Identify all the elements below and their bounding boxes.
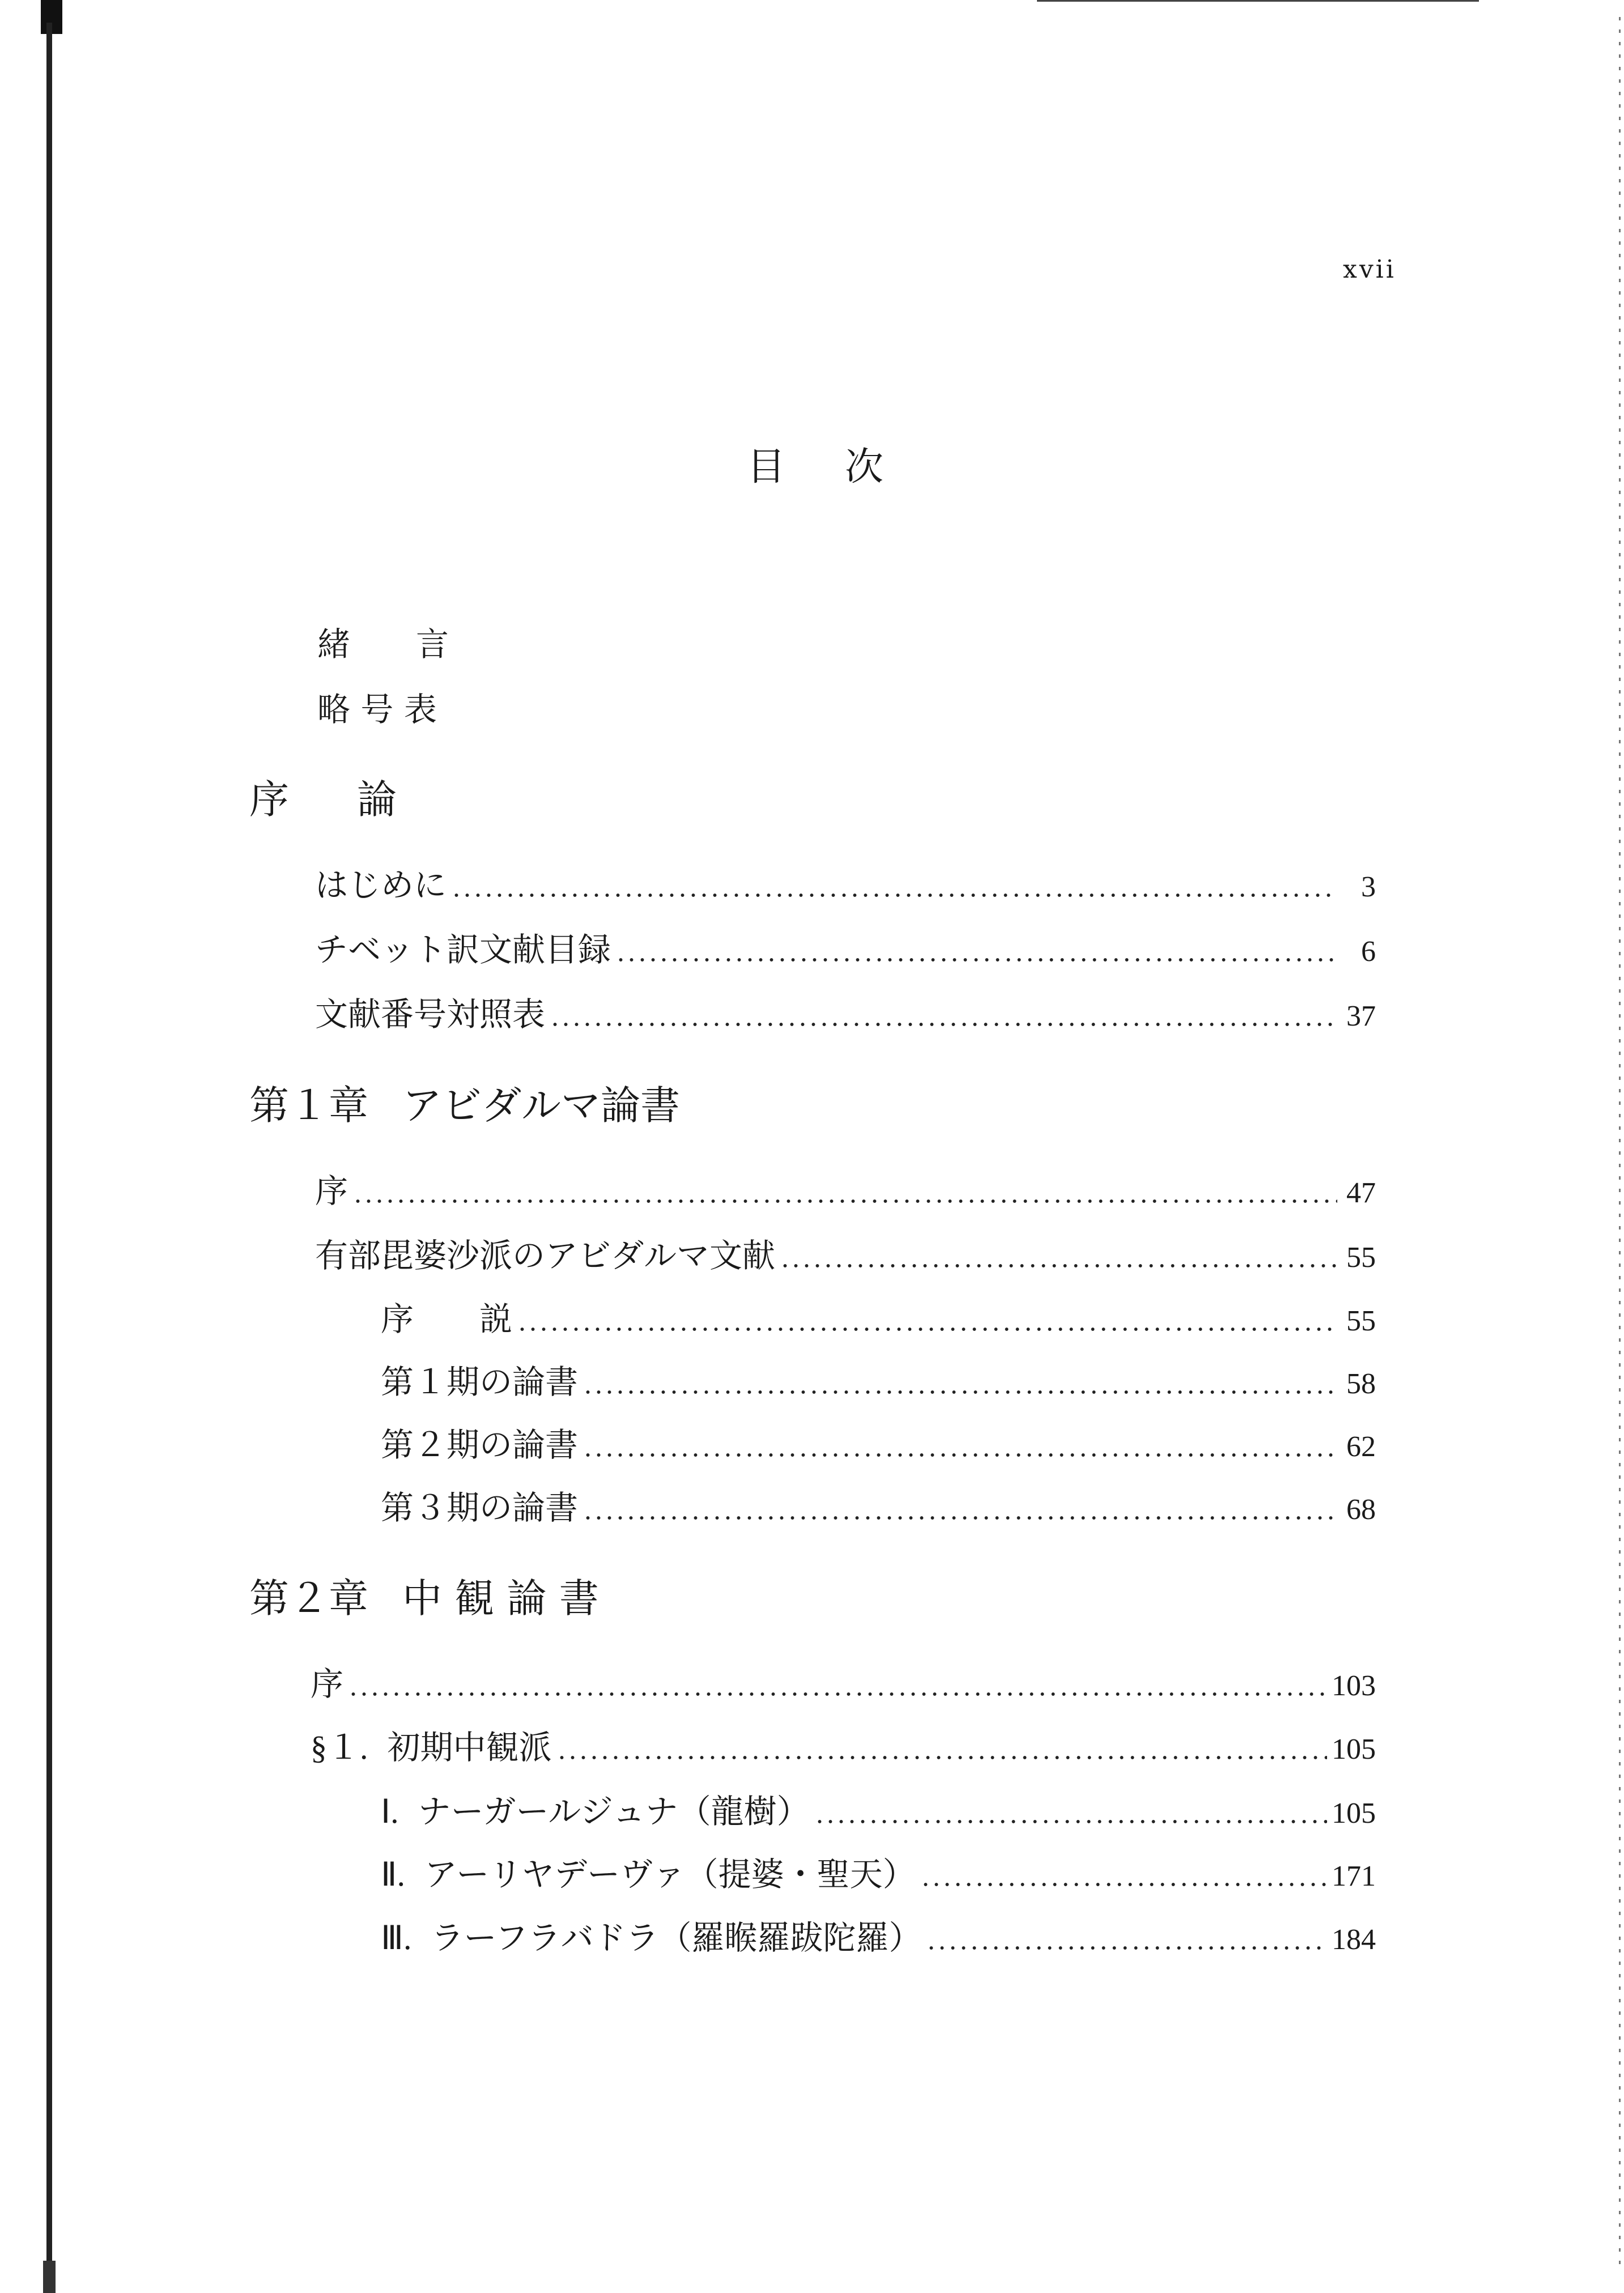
toc-entry[interactable] [315, 927, 1376, 972]
toc-subentry[interactable] [381, 1852, 1376, 1897]
toc-subentry[interactable] [381, 1422, 1376, 1467]
dot-leader [780, 1264, 1337, 1267]
page-edge-right [1619, 17, 1621, 2272]
toc-page-number: 47 [1346, 1177, 1376, 1209]
toc-label: 初期中観派 [387, 1728, 552, 1767]
dot-leader [517, 1328, 1337, 1331]
section-symbol: §１. [311, 1729, 368, 1766]
toc-page-number: 105 [1332, 1797, 1376, 1830]
toc-subentry[interactable] [381, 1789, 1376, 1834]
scan-top-mark [1037, 0, 1479, 2]
toc-page-number: 58 [1346, 1368, 1376, 1400]
toc-entry[interactable] [315, 1168, 1376, 1214]
chapter-num: 第１章 [249, 1082, 368, 1129]
toc-entry[interactable] [311, 1661, 1376, 1707]
toc-subentry[interactable] [381, 1915, 1376, 1960]
binding-edge [46, 23, 52, 2266]
toc-label: ナーガールジュナ（龍樹） [418, 1792, 810, 1831]
page-title [747, 436, 883, 491]
dot-leader [451, 894, 1337, 897]
page-title-char-1: 目 [747, 445, 786, 490]
toc-subentry[interactable] [381, 1485, 1376, 1530]
toc-label: 文献番号対照表 [315, 995, 546, 1033]
section-title: 論 [357, 776, 397, 823]
toc-page-number: 68 [1346, 1494, 1376, 1526]
dot-leader [556, 1756, 1327, 1759]
dot-leader [583, 1516, 1337, 1520]
toc-page-number: 105 [1332, 1733, 1376, 1766]
toc-label: 第３期の論書 [381, 1488, 579, 1527]
roman-numeral: Ⅱ. [381, 1856, 406, 1893]
dot-leader [583, 1453, 1337, 1457]
dot-leader [615, 958, 1337, 962]
toc-page-number: 171 [1332, 1860, 1376, 1892]
chapter-heading-2 [249, 1567, 599, 1624]
toc-page-number: 62 [1346, 1431, 1376, 1463]
toc-page-number: 55 [1346, 1241, 1376, 1274]
toc-label: 序 [311, 1665, 344, 1703]
page-title-char-2: 次 [845, 445, 884, 490]
toc-label: 序 [315, 1172, 348, 1210]
binding-edge-bottom [43, 2261, 56, 2293]
toc-label: はじめに [315, 866, 447, 904]
chapter-heading-1 [249, 1074, 680, 1131]
toc-page-number: 37 [1346, 1000, 1376, 1032]
toc-label: 第１期の論書 [381, 1363, 579, 1401]
toc-label: 有部毘婆沙派のアビダルマ文献 [315, 1236, 776, 1275]
roman-numeral: Ⅲ. [381, 1920, 412, 1956]
dot-leader [920, 1883, 1327, 1886]
toc-entry[interactable] [315, 1233, 1376, 1278]
toc-label: アーリヤデーヴァ（提婆・聖天） [424, 1855, 916, 1894]
chapter-num: 第２章 [249, 1575, 368, 1622]
chapter-title: アビダルマ論書 [402, 1082, 680, 1129]
toc-entry[interactable] [315, 862, 1376, 908]
dot-leader [352, 1199, 1337, 1203]
toc-entry[interactable] [311, 1725, 1376, 1770]
toc-page-number: 103 [1332, 1670, 1376, 1702]
toc-page-number: 184 [1332, 1924, 1376, 1956]
toc-subentry[interactable] [381, 1359, 1376, 1405]
section-heading-intro [249, 768, 397, 825]
toc-label: ラーフラバドラ（羅睺羅跋陀羅） [431, 1918, 922, 1957]
page-number: xvii [1343, 255, 1396, 284]
toc-label: 第２期の論書 [381, 1426, 579, 1464]
section-num: 序 [249, 776, 289, 823]
toc-page-number: 55 [1346, 1305, 1376, 1337]
dot-leader [550, 1023, 1337, 1026]
toc-subentry[interactable] [381, 1296, 1376, 1342]
roman-numeral: Ⅰ. [381, 1793, 399, 1830]
toc-page-number: 6 [1361, 935, 1376, 968]
dot-leader [926, 1946, 1327, 1950]
front-matter-preface[interactable]: 緒 言 [317, 625, 449, 663]
dot-leader [583, 1390, 1337, 1394]
toc-label: 序 説 [381, 1300, 513, 1338]
front-matter-abbreviations[interactable]: 略 号 表 [317, 690, 437, 729]
toc-page-number: 3 [1361, 871, 1376, 903]
toc-entry[interactable] [315, 992, 1376, 1037]
dot-leader [814, 1820, 1327, 1823]
toc-label: チベット訳文献目録 [315, 930, 611, 969]
dot-leader [348, 1692, 1327, 1696]
chapter-title: 中 観 論 書 [402, 1575, 599, 1622]
